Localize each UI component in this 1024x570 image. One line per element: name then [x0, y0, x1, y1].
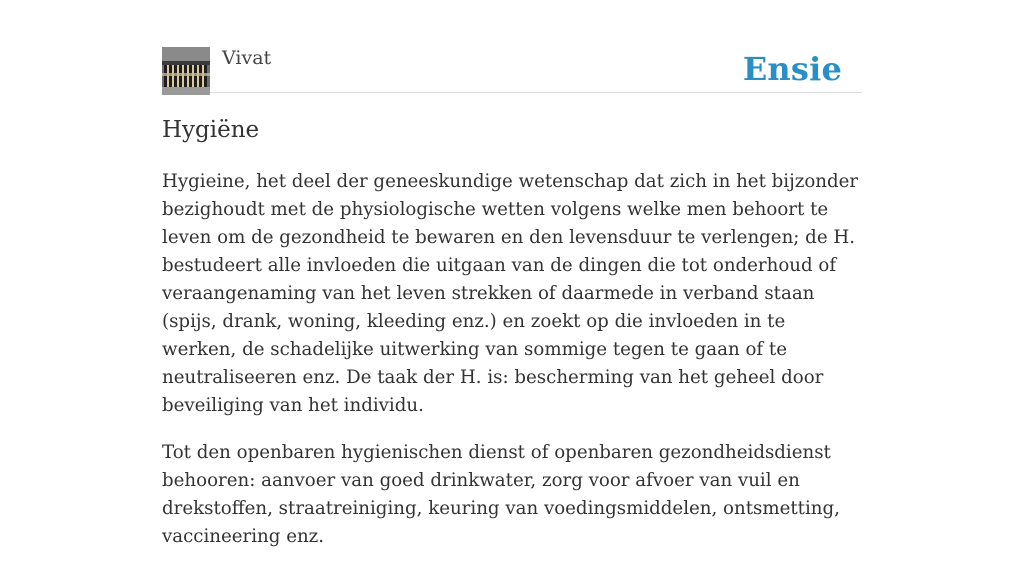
paragraph-2: Tot den openbaren hygienischen dienst of openbaren gezondheidsdienst behooren: aanvoer van goed drinkwater, zorg voor afvoer van vuil en drekstoffen, straatreiniging, keuring van voedingsmiddelen, ontsmetting, vaccineering enz.: [162, 442, 840, 547]
books-avatar-icon[interactable]: [162, 47, 210, 95]
author-name[interactable]: Vivat: [222, 47, 272, 69]
page-title: Hygiëne: [162, 117, 260, 143]
article-body: [162, 168, 862, 570]
header: [162, 46, 862, 93]
brand-logo[interactable]: Ensie: [742, 50, 842, 88]
paragraph-1: Hygieine, het deel der geneeskundige wetenschap dat zich in het bijzonder bezighoudt met de physiologische wetten volgens welke men behoort te leven om de gezondheid te bewaren en den levensduur te verlengen; de H. bestudeert alle invloeden die uitgaan van de dingen die tot onderhoud of veraangenaming van het leven strekken of daarmede in verband staan (spijs, drank, woning, kleeding enz.) en zoekt op die invloeden in te werken, de schadelijke uitwerking van sommige tegen te gaan of te neutraliseeren enz. De taak der H. is: bescherming van het geheel door beveiliging van het individu.: [162, 171, 859, 416]
